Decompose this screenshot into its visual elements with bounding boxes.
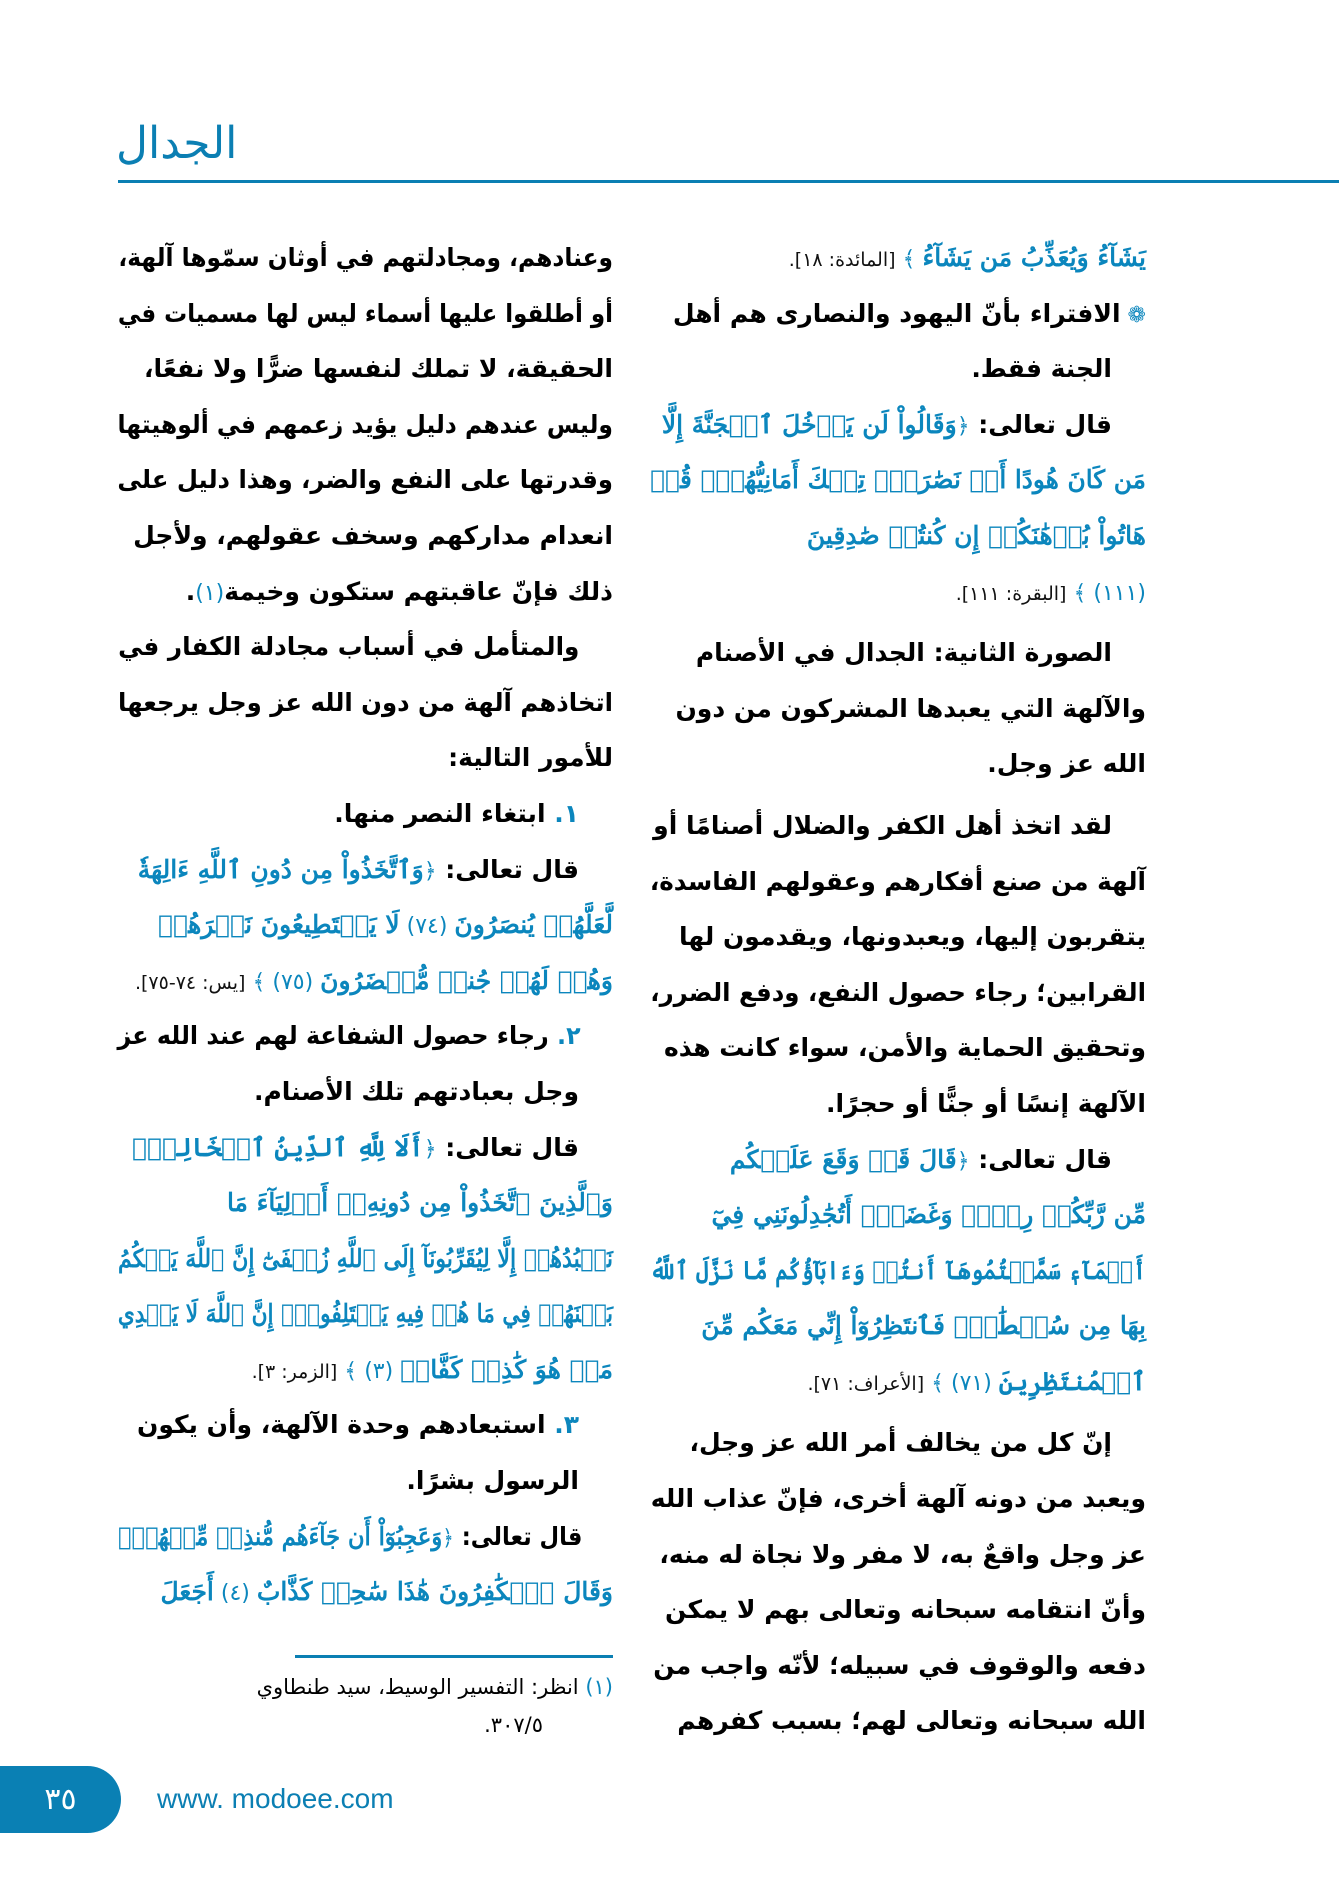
- footnote-number: (١): [585, 1675, 613, 1699]
- text-line: [650, 736, 1146, 792]
- body-text: الجنة فقط.: [971, 354, 1112, 384]
- body-text: يتقربون إليها، ويعبدونها، ويقدمون لها: [678, 922, 1146, 952]
- ornament-mark: ❁: [1120, 302, 1146, 328]
- quran-verse: لَا يَسۡتَطِيعُونَ نَصۡرَهُمۡ: [158, 910, 400, 940]
- text-line: [118, 953, 613, 1009]
- quran-verse: أَسۡمَآءٖ سَمَّيۡتُمُوهَآ أَنتُمۡ وَءَابَآؤُكُم مَّا نَزَّلَ ٱللَّهُ: [649, 1255, 1146, 1285]
- text-line: [118, 1175, 613, 1231]
- text-line: [650, 1471, 1146, 1527]
- text-line: [650, 1638, 1146, 1694]
- text-line: [118, 1397, 613, 1453]
- website-url[interactable]: www. modoee.com: [157, 1783, 394, 1814]
- text-line: [118, 508, 613, 564]
- body-text: الرسول بشرًا.: [406, 1466, 579, 1496]
- text-line: [650, 1415, 1146, 1471]
- text-line: [118, 730, 613, 786]
- text-line: [650, 341, 1146, 397]
- quran-verse: بَيۡنَهُمۡ فِي مَا هُمۡ فِيهِ يَخۡتَلِفُونَۗ إِنَّ ٱللَّهَ لَا يَهۡدِي: [117, 1299, 613, 1329]
- text-line: [649, 854, 1146, 910]
- text-line: [118, 1564, 613, 1620]
- body-text: الآلهة إنسًا أو جنًّا أو حجرًا.: [825, 1088, 1146, 1118]
- text-line: [650, 1187, 1146, 1243]
- text-line: [650, 508, 1146, 564]
- footnote-line: [118, 1668, 613, 1706]
- list-number: ١.: [545, 798, 579, 828]
- text-line: [117, 397, 614, 453]
- body-text: استبعادهم وحدة الآلهة، وأن يكون: [137, 1410, 546, 1440]
- ornament-mark: (١): [195, 580, 225, 606]
- chapter-title: الجدال: [116, 118, 238, 169]
- page-number: ٣٥: [0, 1766, 121, 1833]
- text-line: [117, 1231, 614, 1287]
- text-line: [118, 1064, 613, 1120]
- body-text: ابتغاء النصر منها.: [334, 798, 546, 828]
- quran-verse: ٱلۡمُنتَظِرِينَ: [998, 1366, 1146, 1396]
- quran-verse: لَّعَلَّهُمۡ يُنصَرُونَ: [454, 910, 613, 940]
- body-text: الحقيقة، لا تملك لنفسها ضرًّا ولا نفعًا،: [143, 354, 613, 384]
- text-line: [650, 286, 1146, 342]
- quran-verse: وَٱتَّخَذُواْ مِن دُونِ ٱللَّهِ ءَالِهَةٗ: [137, 854, 424, 884]
- body-text: انعدام مداركهم وسخف عقولهم، ولأجل: [133, 520, 613, 550]
- ornament-mark: (٤): [213, 1581, 257, 1607]
- header-rule: [118, 180, 1339, 183]
- body-text: اتخاذهم آلهة من دون الله عز وجل يرجعها: [118, 687, 613, 717]
- ornament-mark: (١١١) ﴾: [1066, 580, 1146, 606]
- ornament-mark: ﴿: [442, 1525, 454, 1551]
- quran-verse: وَقَالُواْ لَن يَدۡخُلَ ٱلۡجَنَّةَ إِلَّا: [661, 409, 957, 439]
- text-line: [118, 786, 613, 842]
- quran-verse: مَن كَانَ هُودًا أَوۡ نَصَٰرَىٰۗ تِلۡكَ أَمَانِيُّهُمۡۗ قُلۡ: [650, 465, 1146, 495]
- body-text: والمتأمل في أسباب مجادلة الكفار في: [118, 632, 580, 662]
- body-text: وليس عندهم دليل يؤيد زعمهم في ألوهيتها: [117, 409, 614, 439]
- body-text: الله عز وجل.: [987, 749, 1146, 779]
- text-line: [650, 564, 1146, 620]
- body-text: والآلهة التي يعبدها المشركون من دون: [675, 693, 1146, 723]
- body-text: الافتراء بأنّ اليهود والنصارى هم أهل: [672, 298, 1121, 328]
- right-column: [650, 230, 1146, 1749]
- quran-verse: مَنۡ هُوَ كَٰذِبٞ كَفَّارٞ: [400, 1354, 613, 1384]
- body-text: لقد اتخذ أهل الكفر والضلال أصنامًا أو: [653, 810, 1112, 840]
- text-line: [118, 1453, 613, 1509]
- body-text: قال تعالى:: [969, 1144, 1112, 1174]
- text-line: [650, 965, 1146, 1021]
- quran-verse: وَهُمۡ لَهُمۡ جُندٞ مُّحۡضَرُونَ: [320, 965, 613, 995]
- text-line: [650, 1076, 1146, 1132]
- text-line: [650, 681, 1146, 737]
- text-line: [650, 1298, 1146, 1354]
- ornament-mark: (٧٥) ﴾: [245, 969, 321, 995]
- text-line: [118, 619, 613, 675]
- body-text: القرابين؛ رجاء حصول النفع، ودفع الضرر،: [650, 977, 1146, 1007]
- text-line: [650, 798, 1146, 854]
- text-line: [650, 1527, 1146, 1583]
- quran-verse: وَقَالَ ٱلۡكَٰفِرُونَ هَٰذَا سَٰحِرٞ كَذَّابٌ: [256, 1577, 613, 1607]
- list-number: ٢.: [548, 1021, 581, 1051]
- ornament-mark: ﴾: [895, 247, 923, 272]
- footnote: [118, 1668, 613, 1744]
- text-line: [650, 397, 1146, 453]
- footnote-text: انظر: التفسير الوسيط، سيد طنطاوي: [256, 1675, 579, 1699]
- ornament-mark: ﴿: [423, 858, 437, 884]
- body-text: قال تعالى:: [453, 1521, 583, 1551]
- text-line: [118, 230, 613, 286]
- body-text: ذلك فإنّ عاقبتهم ستكون وخيمة: [224, 576, 613, 606]
- quran-verse: أَلَا لِلَّهِ ٱلدِّينُ ٱلۡخَالِصُۚ: [132, 1132, 424, 1162]
- body-text: وقدرتها على النفع والضر، وهذا دليل على: [117, 465, 613, 495]
- verse-reference: [الأعراف: ٧١].: [807, 1372, 925, 1395]
- body-text: أو أطلقوا عليها أسماء ليس لها مسميات في: [117, 298, 613, 328]
- ornament-mark: ﴿: [956, 413, 970, 439]
- body-text: .: [185, 576, 196, 606]
- text-line: [650, 1693, 1146, 1749]
- ornament-mark: (٣) ﴾: [337, 1358, 401, 1384]
- body-text: وتحقيق الحماية والأمن، سواء كانت هذه: [664, 1033, 1146, 1063]
- quran-verse: أَجَعَلَ: [160, 1577, 214, 1607]
- body-text: للأمور التالية:: [448, 743, 613, 773]
- quran-verse: بِهَا مِن سُلۡطَٰنٖۚ فَٱنتَظِرُوٓاْ إِنِّي مَعَكُم مِّنَ: [701, 1311, 1146, 1341]
- body-text: ويعبد من دونه آلهة أخرى، فإنّ عذاب الله: [650, 1484, 1146, 1514]
- text-line: [650, 1132, 1146, 1188]
- text-line: [650, 230, 1146, 286]
- text-line: [650, 625, 1146, 681]
- text-line: [650, 1582, 1146, 1638]
- body-text: دفعه والوقوف في سبيله؛ لأنّه واجب من: [653, 1650, 1146, 1680]
- ornament-mark: ﴿: [423, 1136, 437, 1162]
- text-line: [649, 1243, 1146, 1299]
- body-text: الصورة الثانية: الجدال في الأصنام: [695, 638, 1112, 668]
- text-line: [650, 1020, 1146, 1076]
- text-line: [118, 897, 613, 953]
- text-line: [117, 1008, 613, 1064]
- ornament-mark: (٧١) ﴾: [924, 1370, 999, 1396]
- quran-verse: قَالَ قَدۡ وَقَعَ عَلَيۡكُم: [729, 1144, 957, 1174]
- body-text: إنّ كل من يخالف أمر الله عز وجل،: [689, 1428, 1112, 1458]
- body-text: وأنّ انتقامه سبحانه وتعالى بهم لا يمكن: [665, 1595, 1146, 1625]
- quran-verse: يَشَآءُ وَيُعَذِّبُ مَن يَشَآءُ: [922, 243, 1146, 272]
- quran-verse: وَٱلَّذِينَ ٱتَّخَذُواْ مِن دُونِهِۦٓ أَوۡلِيَآءَ مَا: [226, 1188, 613, 1218]
- text-line: [650, 452, 1146, 508]
- body-text: الله سبحانه وتعالى لهم؛ بسبب كفرهم: [677, 1706, 1146, 1736]
- text-line: [117, 1286, 613, 1342]
- list-number: ٣.: [545, 1410, 579, 1440]
- text-line: [118, 1509, 613, 1565]
- text-line: [117, 286, 613, 342]
- text-line: [118, 1120, 613, 1176]
- footnote-text-2: ٣٠٧/٥.: [484, 1713, 543, 1737]
- text-line: [118, 564, 613, 620]
- verse-reference: [يس: ٧٤-٧٥].: [134, 971, 246, 994]
- body-text: آلهة من صنع أفكارهم وعقولهم الفاسدة،: [649, 866, 1146, 896]
- text-line: [118, 341, 613, 397]
- text-line: [650, 909, 1146, 965]
- verse-reference: [البقرة: ١١١].: [955, 582, 1067, 605]
- text-line: [118, 1342, 613, 1398]
- body-text: عز وجل واقعٌ به، لا مفر ولا نجاة له منه،: [659, 1539, 1146, 1569]
- quran-verse: هَاتُواْ بُرۡهَٰنَكُمۡ إِن كُنتُمۡ صَٰدِقِينَ: [806, 520, 1146, 550]
- quran-verse: وَعَجِبُوٓاْ أَن جَآءَهُم مُّنذِرٞ مِّنۡهُمۡۖ: [118, 1521, 443, 1551]
- text-line: [650, 1354, 1146, 1410]
- verse-reference: [الزمر: ٣].: [251, 1360, 338, 1383]
- quran-verse: نَعۡبُدُهُمۡ إِلَّا لِيُقَرِّبُونَآ إِلَى ٱللَّهِ زُلۡفَىٰٓ إِنَّ ٱللَّهَ يَحۡكُمُ: [117, 1243, 614, 1273]
- quran-verse: مِّن رَّبِّكُمۡ رِجۡسٞ وَغَضَبٌۖ أَتُجَٰدِلُونَنِي فِيٓ: [711, 1200, 1146, 1230]
- left-column: [118, 230, 613, 1620]
- ornament-mark: (٧٤): [399, 914, 455, 940]
- body-text: وجل بعبادتهم تلك الأصنام.: [253, 1076, 579, 1106]
- ornament-mark: ﴿: [956, 1148, 970, 1174]
- body-text: رجاء حصول الشفاعة لهم عند الله عز: [117, 1021, 549, 1051]
- body-text: قال تعالى:: [969, 409, 1112, 439]
- text-line: [118, 675, 613, 731]
- body-text: وعنادهم، ومجادلتهم في أوثان سمّوها آلهة،: [118, 243, 613, 272]
- text-line: [117, 452, 613, 508]
- text-line: [118, 842, 613, 898]
- body-text: قال تعالى:: [436, 854, 579, 884]
- verse-reference: [المائدة: ١٨].: [788, 249, 896, 271]
- body-text: قال تعالى:: [436, 1132, 579, 1162]
- footnote-separator: [295, 1655, 613, 1658]
